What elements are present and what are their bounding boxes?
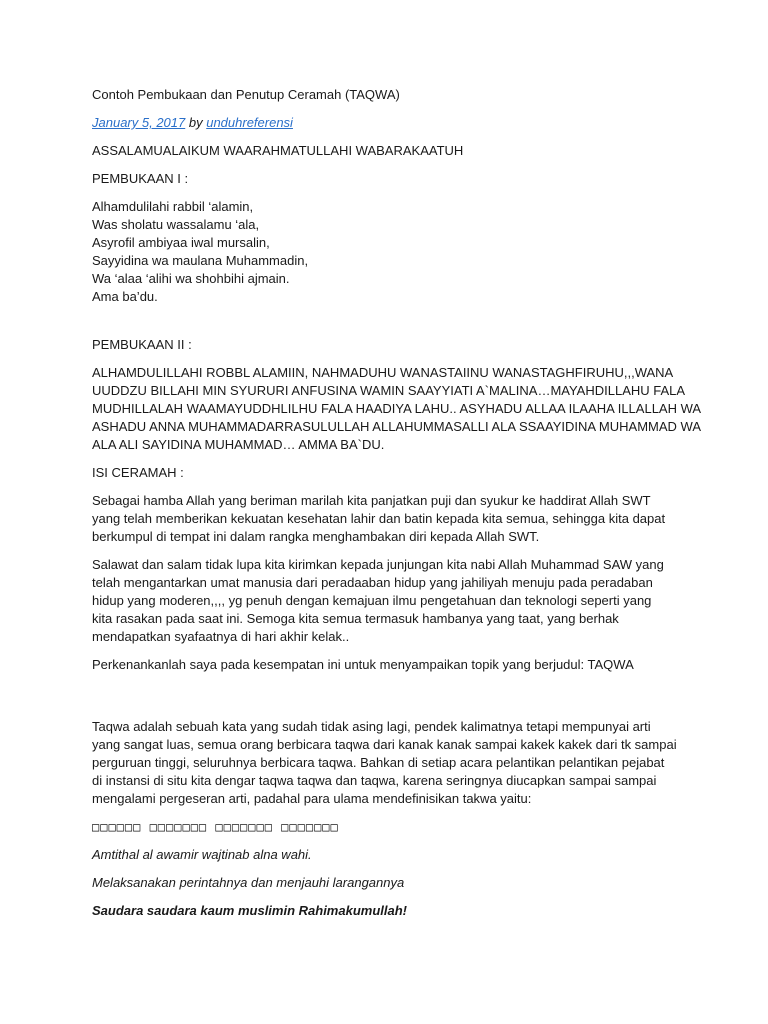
post-date-link[interactable]: January 5, 2017: [92, 115, 186, 130]
pembukaan-2-heading: PEMBUKAAN II :: [92, 337, 192, 352]
pembukaan-1-heading: PEMBUKAAN I :: [92, 171, 189, 186]
closing-call: Saudara saudara kaum muslimin Rahimakumullah!: [92, 903, 407, 918]
pembukaan-2-line: ALA ALI SAYIDINA MUHAMMAD… AMMA BA`DU.: [92, 437, 385, 452]
taqwa-paragraph-line: mengalami pergeseran arti, padahal para ulama mendefinisikan takwa yaitu:: [92, 791, 532, 806]
taqwa-paragraph: [92, 718, 682, 808]
post-meta: [92, 114, 682, 132]
document-title: Contoh Pembukaan dan Penutup Ceramah (TAQWA): [92, 87, 400, 102]
isi-paragraph-2-line: telah mengantarkan umat manusia dari peradaaban hidup yang jahiliyah menuju pada peradaban: [92, 575, 653, 590]
pembukaan-2-line: ALHAMDULILLAHI ROBBL ALAMIIN, NAHMADUHU WANASTAIINU WANASTAGHFIRUHU,,,WANA: [92, 365, 674, 380]
pembukaan-2-line: UUDDZU BILLAHI MIN SYURURI ANFUSINA WAMIN SAAYYIATI A`MALINA…MAYAHDILLAHU FALA: [92, 383, 686, 398]
pembukaan-2-line: ASHADU ANNA MUHAMMADARRASULULLAH ALLAHUMMASALLI ALA SSAAYIDINA MUHAMMAD WA: [92, 419, 701, 434]
isi-paragraph-2-line: kita rasakan pada saat ini. Semoga kita semua termasuk hambanya yang taat, yang berhak: [92, 611, 619, 626]
document-page: [92, 86, 702, 930]
pembukaan-1-line: Was sholatu wassalamu ‘ala,: [92, 217, 260, 232]
isi-paragraph-1-line: Sebagai hamba Allah yang beriman marilah kita panjatkan puji dan syukur ke haddirat Allah SWT: [92, 493, 651, 508]
isi-paragraph-1: [92, 492, 682, 546]
taqwa-paragraph-line: Taqwa adalah sebuah kata yang sudah tidak asing lagi, pendek kalimatnya tetapi mempunyai arti: [92, 719, 651, 734]
author-link[interactable]: unduhreferensi: [206, 115, 293, 130]
transliteration: Amtithal al awamir wajtinab alna wahi.: [92, 847, 312, 862]
greeting: ASSALAMUALAIKUM WAARAHMATULLAHI WABARAKAATUH: [92, 143, 464, 158]
isi-ceramah-heading: ISI CERAMAH :: [92, 465, 184, 480]
by-label: by: [188, 115, 203, 130]
arabic-text-placeholder: □□□□□□ □□□□□□□ □□□□□□□ □□□□□□□: [92, 820, 339, 834]
pembukaan-1-line: Ama ba’du.: [92, 289, 158, 304]
pembukaan-1-line: Asyrofil ambiyaa iwal mursalin,: [92, 235, 270, 250]
pembukaan-1-text: [92, 198, 682, 306]
taqwa-paragraph-line: yang sangat luas, semua orang berbicara taqwa dari kanak kanak sampai kakek kakek dari tk sampai: [92, 737, 677, 752]
isi-paragraph-2-line: Salawat dan salam tidak lupa kita kirimkan kepada junjungan kita nabi Allah Muhammad SAW yang: [92, 557, 664, 572]
pembukaan-1-line: Wa ‘alaa ‘alihi wa shohbihi ajmain.: [92, 271, 290, 286]
taqwa-paragraph-line: di instansi di situ kita dengar taqwa taqwa dan taqwa, karena seringnya diucapkan sampai sampai: [92, 773, 657, 788]
pembukaan-2-text: [92, 364, 702, 454]
translation: Melaksanakan perintahnya dan menjauhi larangannya: [92, 875, 405, 890]
isi-paragraph-1-line: yang telah memberikan kekuatan kesehatan lahir dan batin kepada kita semua, sehingga kita dapat: [92, 511, 666, 526]
taqwa-paragraph-line: perguruan tinggi, seluruhnya berbicara taqwa. Bahkan di setiap acara pelantikan pelantikan pejabat: [92, 755, 665, 770]
isi-paragraph-2: [92, 556, 682, 646]
pembukaan-1-line: Alhamdulilahi rabbil ‘alamin,: [92, 199, 254, 214]
isi-paragraph-1-line: berkumpul di tempat ini dalam rangka menghambakan diri kepada Allah SWT.: [92, 529, 540, 544]
pembukaan-1-line: Sayyidina wa maulana Muhammadin,: [92, 253, 309, 268]
isi-paragraph-3: Perkenankanlah saya pada kesempatan ini untuk menyampaikan topik yang berjudul: TAQWA: [92, 657, 634, 672]
spacer: [92, 316, 682, 336]
spacer: [92, 684, 682, 718]
pembukaan-2-line: MUDHILLALAH WAAMAYUDDHLILHU FALA HAADIYA LAHU.. ASYHADU ALLAA ILAAHA ILLALLAH WA: [92, 401, 702, 416]
isi-paragraph-2-line: hidup yang moderen,,,, yg penuh dengan kemajuan ilmu pengetahuan dan teknologi seperti yang: [92, 593, 652, 608]
isi-paragraph-2-line: mendapatkan syafaatnya di hari akhir kelak..: [92, 629, 350, 644]
